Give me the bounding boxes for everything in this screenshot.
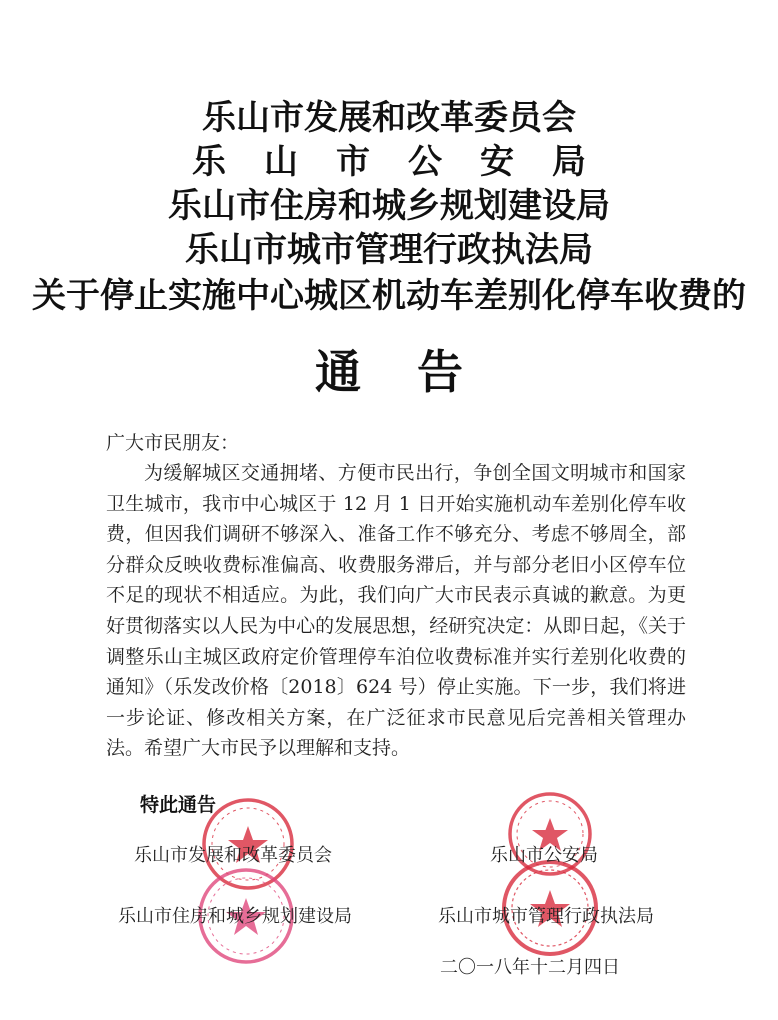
signer-urban-management-bureau: 乐山市城市管理行政执法局: [438, 906, 654, 927]
sign-off: 特此通告: [140, 794, 217, 816]
issuer-line-urban-management-bureau: 乐山市城市管理行政执法局: [185, 230, 593, 270]
issuer-line-public-security-bureau: 乐山市公安局: [192, 142, 624, 182]
issuer-line-housing-planning-bureau: 乐山市住房和城乡规划建设局: [168, 186, 610, 226]
issue-date: 二〇一八年十二月四日: [440, 957, 620, 978]
notice-subject-line: 关于停止实施中心城区机动车差别化停车收费的: [32, 276, 746, 316]
notice-body: 为缓解城区交通拥堵、方便市民出行，争创全国文明城市和国家卫生城市，我市中心城区于 12 月 1 日开始实施机动车差别化停车收费，但因我们调研不够深入、准备工作不够充分、考虑不够周全，部分群众反映收费标准偏高、收费服务滞后，并与部分老旧小区停车位不足的现状不相适应。为此，我们向广大市民表示真诚的歉意。为更好贯彻落实以人民为中心的发展思想，经研究决定：从即日起，《关于调整乐山主城区政府定价管理停车泊位收费标准并实行差别化收费的通知》（乐发改价格〔2018〕624 号）停止实施。下一步，我们将进一步论证、修改相关方案，在广泛征求市民意见后完善相关管理办法。希望广大市民予以理解和支持。: [106, 462, 686, 760]
page-title: 通告: [315, 345, 519, 399]
signer-housing-planning-bureau: 乐山市住房和城乡规划建设局: [118, 906, 352, 927]
signer-public-security-bureau: 乐山市公安局: [490, 845, 598, 866]
issuer-line-development-reform-commission: 乐山市发展和改革委员会: [202, 98, 576, 138]
signer-development-reform-commission: 乐山市发展和改革委员会: [134, 845, 332, 866]
salutation: 广大市民朋友：: [106, 432, 240, 454]
